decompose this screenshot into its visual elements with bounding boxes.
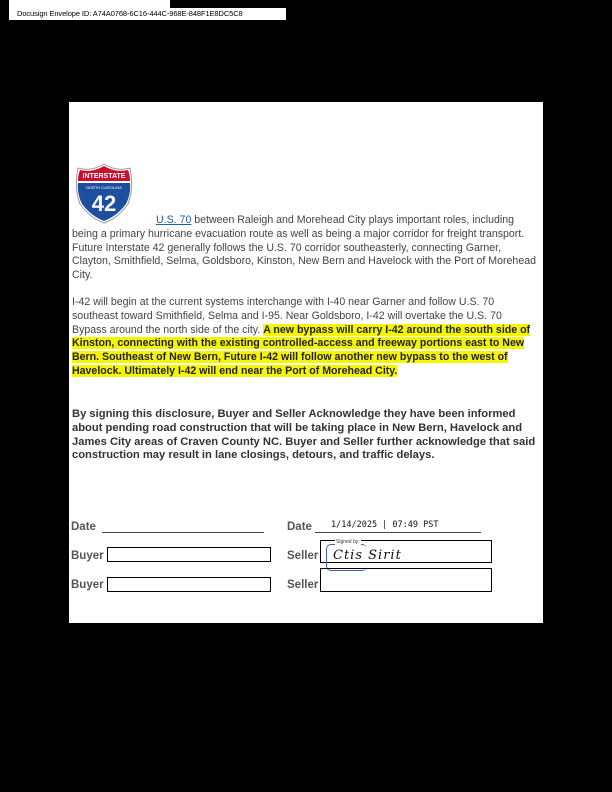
- intro-text: between Raleigh and Morehead City plays important roles, including being a primary hurricane evacuation route as well as being a major corridor for freight transport. Future Interstate 42 generally follows the U.S. 70 corridor southeasterly, connecting Garner, Clayton, Smithfield, Selma, Goldsboro, Kinston, New Bern and Havelock with the Port of Morehead City.: [72, 214, 536, 282]
- seller-date-value: 1/14/2025 | 07:49 PST: [331, 520, 439, 530]
- seller-signature-field-1[interactable]: [320, 540, 492, 563]
- buyer-signature-field-2[interactable]: [107, 577, 271, 592]
- signed-by-caption: Signed by:: [336, 539, 360, 545]
- seller-label-1: Seller: [287, 550, 319, 562]
- buyer-label-2: Buyer: [71, 579, 104, 591]
- seller-date-field[interactable]: [315, 532, 481, 533]
- route-highlight: A new bypass will carry I-42 around the south side of Kinston, connecting with the existing controlled-access and freeway portions east to New Bern. Southeast of New Bern, Future I-42 will follow another new bypass to the west of Havelock. Ultimately I-42 will end near the Port of Morehead City.: [72, 323, 531, 377]
- paragraph-acknowledgement: By signing this disclosure, Buyer and Seller Acknowledge they have been informed about pending road construction that will be taking place in New Bern, Havelock and James City areas of Craven County NC. Buyer and Seller further acknowledge that said construction may result in lane closings, detours, and traffic delays.: [72, 408, 536, 462]
- paragraph-route: [72, 296, 538, 379]
- route-text: I-42 will begin at the current systems interchange with I-40 near Garner and follow U.S. 70 southeast toward Smithfield, Selma and I-95. Near Goldsboro, I-42 will overtake the U.S. 70 Bypass around the north side of the city.: [72, 296, 502, 336]
- seller-date-label: Date: [287, 521, 312, 533]
- seller-label-2: Seller: [287, 579, 319, 591]
- seller-signature-field-2[interactable]: [320, 568, 492, 592]
- document-page: [69, 102, 543, 623]
- buyer-signature-field-1[interactable]: [107, 547, 271, 562]
- seller-signature: Ctis Sirit: [333, 548, 402, 563]
- buyer-date-field[interactable]: [102, 532, 264, 533]
- buyer-label-1: Buyer: [71, 550, 104, 562]
- us70-link[interactable]: U.S. 70: [156, 214, 192, 226]
- envelope-id: Docusign Envelope ID: A74A0768-6C16-444C-968E-848F1E8DC5C8: [9, 8, 286, 20]
- shield-top-text: INTERSTATE: [82, 173, 126, 180]
- paragraph-intro: [72, 214, 538, 283]
- buyer-date-label: Date: [71, 521, 96, 533]
- shield-state-text: NORTH CAROLINA: [86, 185, 122, 190]
- envelope-tab: [9, 0, 170, 8]
- shield-number: 42: [91, 191, 117, 216]
